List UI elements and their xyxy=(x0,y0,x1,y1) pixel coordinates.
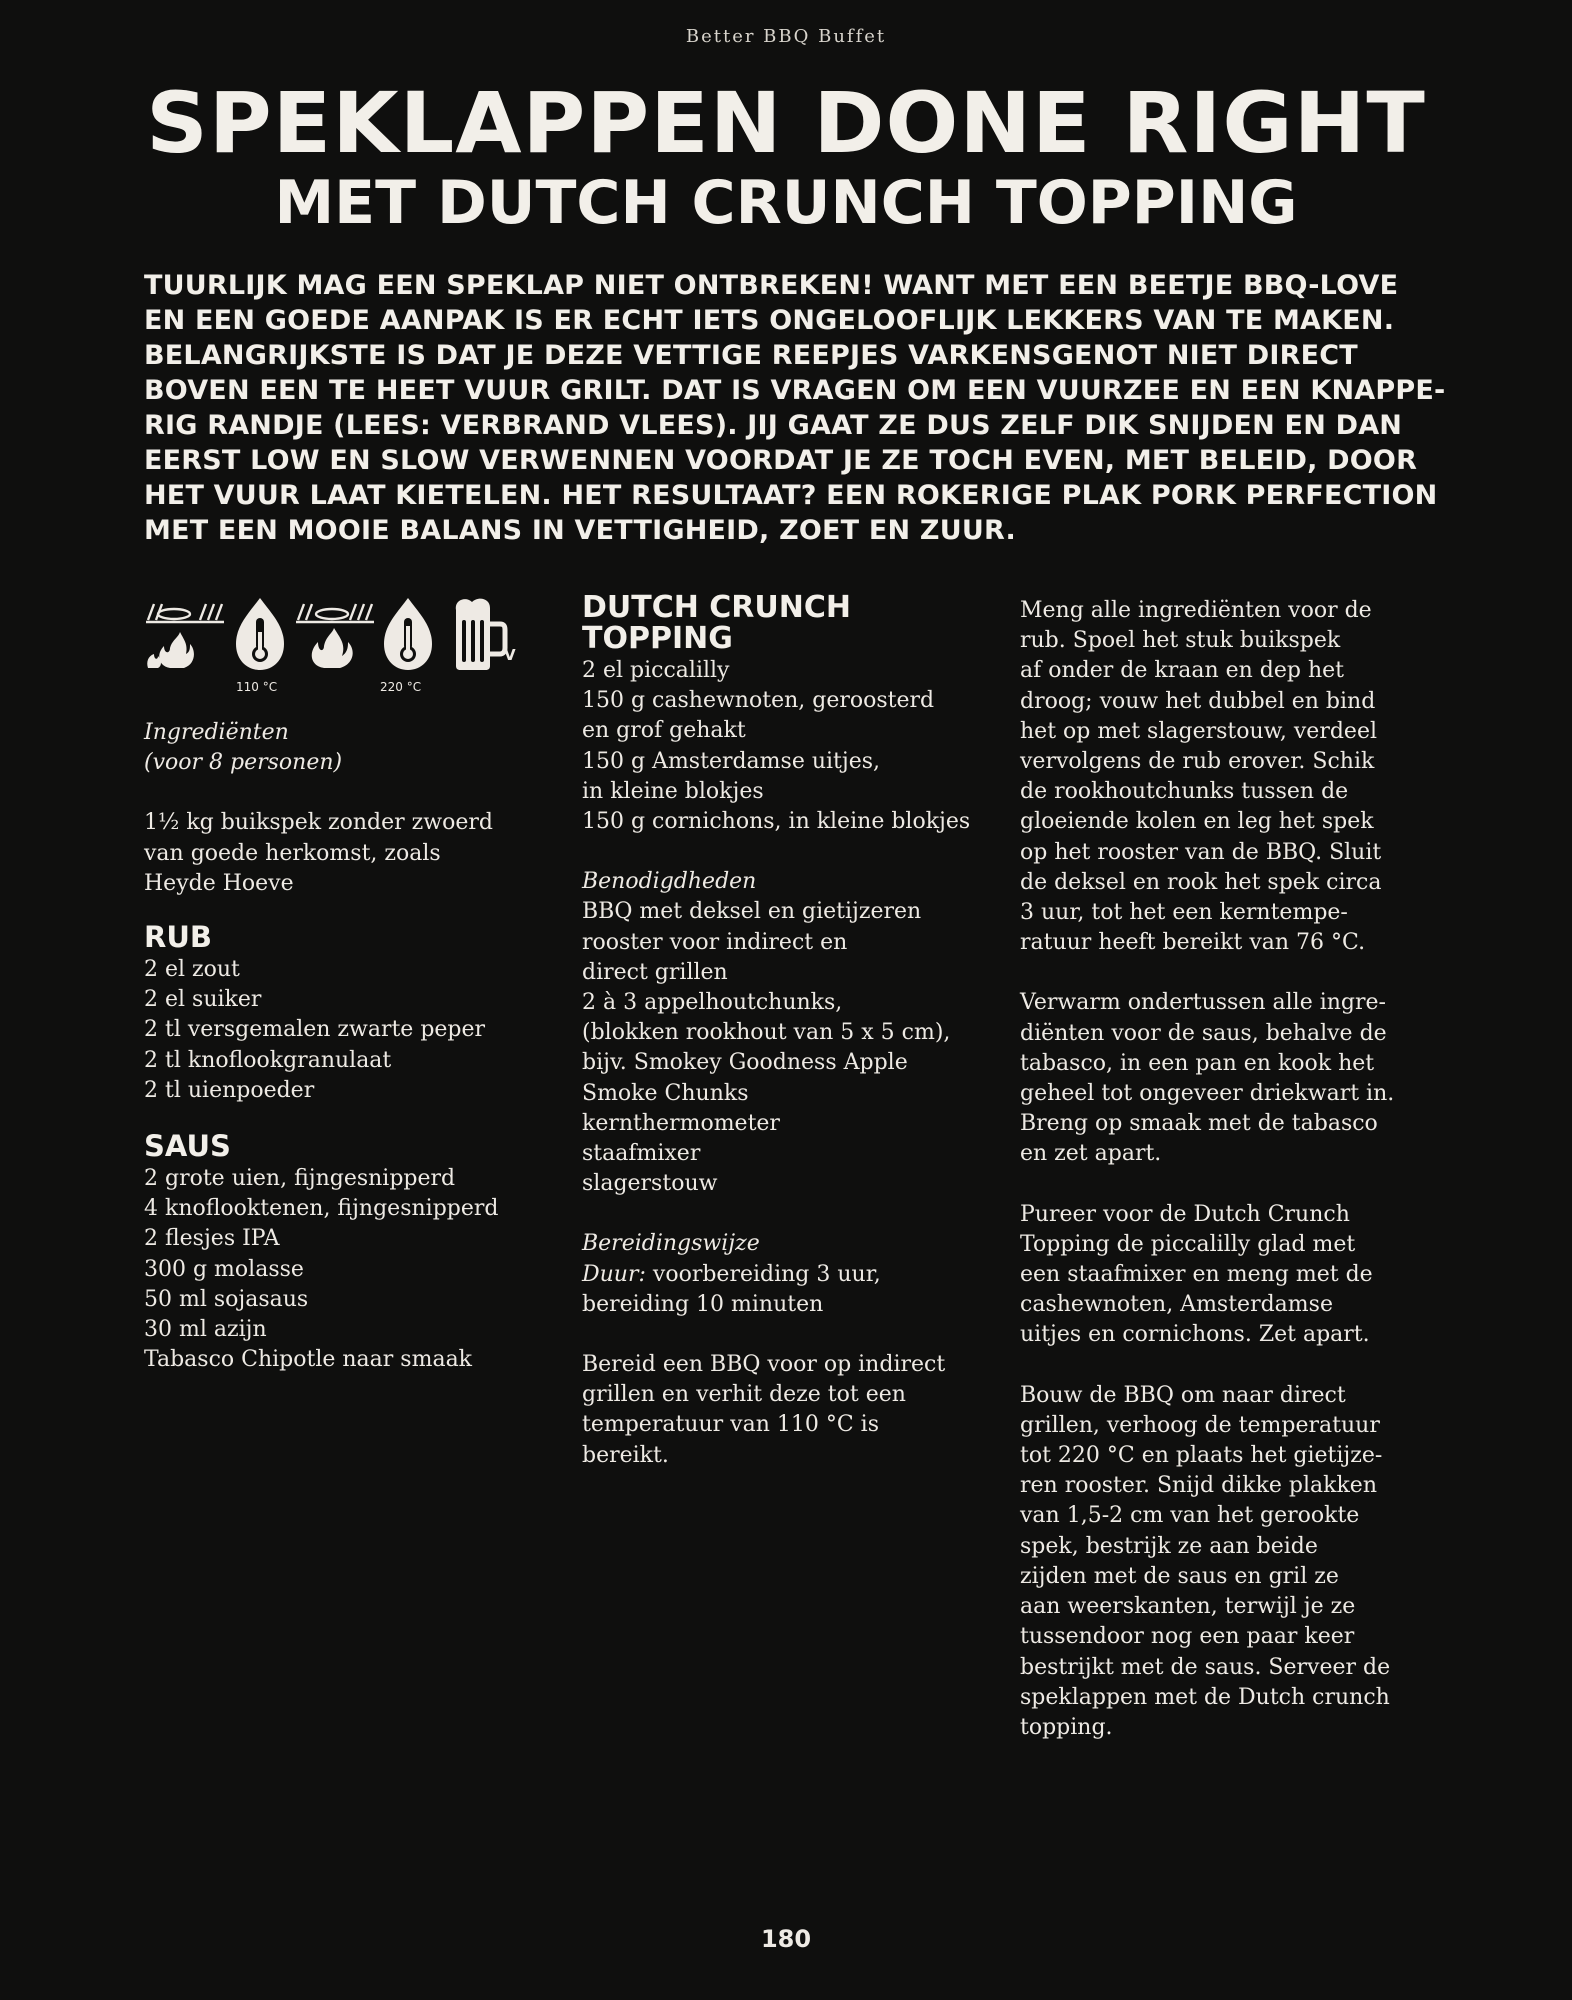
step-line: zijden met de saus en gril ze xyxy=(1020,1563,1339,1589)
step-line: Meng alle ingrediënten voor de xyxy=(1020,598,1372,623)
thermometer-icon xyxy=(380,596,436,672)
list-item: 150 g Amsterdamse uitjes, xyxy=(582,748,881,774)
topping-heading-line: DUTCH CRUNCH xyxy=(582,590,852,625)
temperature-label-110: 110 °C xyxy=(236,680,278,694)
step-line: bereikt. xyxy=(582,1442,669,1468)
list-item: rooster voor indirect en xyxy=(582,929,848,955)
step-line: cashewnoten, Amsterdamse xyxy=(1020,1292,1333,1318)
ingredient-line: 1½ kg buikspek zonder zwoerd xyxy=(144,810,493,836)
ingredients-heading-line: (voor 8 personen) xyxy=(144,750,343,776)
step-line: bestrijkt met de saus. Serveer de xyxy=(1020,1654,1391,1680)
list-item: in kleine blokjes xyxy=(582,778,764,804)
step-line: een staafmixer en meng met de xyxy=(1020,1262,1373,1288)
bereiding-heading: Bereidingswijze xyxy=(582,1231,760,1257)
step-line: Bereid een BBQ voor op indirect xyxy=(582,1352,946,1378)
page-subtitle: MET DUTCH CRUNCH TOPPING xyxy=(274,168,1298,238)
ingredients-main xyxy=(144,808,544,899)
icon-row xyxy=(144,596,544,694)
saus-heading: SAUS xyxy=(144,1129,231,1164)
list-item: staafmixer xyxy=(582,1141,701,1167)
intro-line: EN EEN GOEDE AANPAK IS ER ECHT IETS ONGELOOFLIJK LEKKERS VAN TE MAKEN. xyxy=(144,305,1395,336)
saus-list xyxy=(144,1164,544,1375)
intro-line: MET EEN MOOIE BALANS IN VETTIGHEID, ZOET EN ZUUR. xyxy=(144,515,1016,546)
duur-line xyxy=(582,1260,1002,1290)
list-item: BBQ met deksel en gietijzeren xyxy=(582,899,922,925)
ingredients-heading-line: Ingrediënten xyxy=(144,720,289,745)
step-line: uitjes en cornichons. Zet apart. xyxy=(1020,1322,1370,1348)
step-paragraph xyxy=(1020,596,1440,958)
step-line: geheel tot ongeveer driekwart in. xyxy=(1020,1081,1395,1107)
list-item: Tabasco Chipotle naar smaak xyxy=(144,1347,473,1373)
topping-heading-line: TOPPING xyxy=(582,621,733,656)
step-line: ren rooster. Snijd dikke plakken xyxy=(1020,1473,1377,1499)
list-item: 2 tl versgemalen zwarte peper xyxy=(144,1017,486,1043)
list-item: 2 flesjes IPA xyxy=(144,1226,280,1252)
step-line: ratuur heeft bereikt van 76 °C. xyxy=(1020,930,1366,956)
list-item: (blokken rookhout van 5 x 5 cm), xyxy=(582,1020,951,1046)
list-item: 2 à 3 appelhoutchunks, xyxy=(582,990,843,1016)
list-item: 300 g molasse xyxy=(144,1256,304,1282)
list-item: 4 knoflooktenen, fijngesnipperd xyxy=(144,1196,499,1222)
topping-list xyxy=(582,656,1002,837)
rub-heading: RUB xyxy=(144,920,212,955)
intro-line: BOVEN EEN TE HEET VUUR GRILT. DAT IS VRAGEN OM EEN VUURZEE EN EEN KNAPPE- xyxy=(144,375,1446,406)
topping-heading xyxy=(582,592,1002,654)
temperature-label-220: 220 °C xyxy=(380,680,422,694)
list-item: 150 g cashewnoten, geroosterd xyxy=(582,688,935,714)
intro-line: BELANGRIJKSTE IS DAT JE DEZE VETTIGE REEPJES VARKENSGENOT NIET DIRECT xyxy=(144,340,1358,371)
intro-line: RIG RANDJE (LEES: VERBRAND VLEES). JIJ GAAT ZE DUS ZELF DIK SNIJDEN EN DAN xyxy=(144,410,1403,441)
direct-grill-icon xyxy=(294,600,376,672)
indirect-grill-icon xyxy=(144,600,226,672)
step-line: tabasco, in een pan en kook het xyxy=(1020,1050,1375,1076)
list-item: 30 ml azijn xyxy=(144,1317,267,1343)
list-item: slagerstouw xyxy=(582,1171,718,1197)
step-line: aan weerskanten, terwijl je ze xyxy=(1020,1594,1356,1620)
step-line: vervolgens de rub erover. Schik xyxy=(1020,749,1375,775)
ingredient-line: Heyde Hoeve xyxy=(144,870,294,896)
rub-list xyxy=(144,955,544,1106)
running-head: Better BBQ Buffet xyxy=(685,26,887,47)
column-ingredients xyxy=(144,596,544,1375)
step-line: temperatuur van 110 °C is xyxy=(582,1412,879,1438)
list-item: Smoke Chunks xyxy=(582,1080,749,1106)
step-line: en zet apart. xyxy=(1020,1141,1162,1167)
list-item: 2 grote uien, fijngesnipperd xyxy=(144,1166,456,1192)
beer-label: V xyxy=(504,646,516,664)
duur-label: Duur: xyxy=(582,1261,646,1287)
list-item: 2 el piccalilly xyxy=(582,658,730,683)
step-line: af onder de kraan en dep het xyxy=(1020,658,1345,684)
list-item: 150 g cornichons, in kleine blokjes xyxy=(582,809,971,835)
step-line: diënten voor de saus, behalve de xyxy=(1020,1020,1387,1046)
page-title: SPEKLAPPEN DONE RIGHT xyxy=(146,74,1426,172)
intro-line: HET VUUR LAAT KIETELEN. HET RESULTAAT? EEN ROKERIGE PLAK PORK PERFECTION xyxy=(144,480,1438,511)
list-item: 2 el suiker xyxy=(144,987,262,1013)
column-steps xyxy=(1020,596,1440,1773)
step-line: Verwarm ondertussen alle ingre- xyxy=(1020,990,1386,1016)
ingredients-heading xyxy=(144,718,544,778)
step-line: topping. xyxy=(1020,1714,1113,1740)
step-line: rub. Spoel het stuk buikspek xyxy=(1020,628,1341,654)
ingredient-line: van goede herkomst, zoals xyxy=(144,840,441,866)
step-line: Bouw de BBQ om naar direct xyxy=(1020,1382,1346,1408)
list-item: bijv. Smokey Goodness Apple xyxy=(582,1050,908,1076)
step-1 xyxy=(582,1350,1002,1471)
step-line: de deksel en rook het spek circa xyxy=(1020,869,1382,895)
step-line: het op met slagerstouw, verdeel xyxy=(1020,718,1377,744)
duur-line-2: bereiding 10 minuten xyxy=(582,1291,824,1317)
step-line: tussendoor nog een paar keer xyxy=(1020,1624,1355,1650)
list-item: direct grillen xyxy=(582,959,728,985)
intro-text xyxy=(144,268,1444,548)
benodigdheden-heading: Benodigdheden xyxy=(582,869,757,895)
step-line: Breng op smaak met de tabasco xyxy=(1020,1111,1378,1137)
list-item: 2 el zout xyxy=(144,957,240,983)
intro-line: EERST LOW EN SLOW VERWENNEN VOORDAT JE ZE TOCH EVEN, MET BELEID, DOOR xyxy=(144,445,1418,476)
duur-value: voorbereiding 3 uur, xyxy=(645,1261,881,1287)
beer-icon xyxy=(450,596,510,672)
step-line: speklappen met de Dutch crunch xyxy=(1020,1684,1390,1710)
list-item: 2 tl knoflookgranulaat xyxy=(144,1047,392,1073)
step-line: grillen, verhoog de temperatuur xyxy=(1020,1412,1380,1438)
step-line: tot 220 °C en plaats het gietijze- xyxy=(1020,1443,1383,1469)
page-number: 180 xyxy=(760,1925,812,1953)
column-topping xyxy=(582,592,1002,1471)
step-line: droog; vouw het dubbel en bind xyxy=(1020,688,1376,714)
benodigdheden-list xyxy=(582,897,1002,1199)
step-paragraph xyxy=(1020,1381,1440,1743)
step-paragraph xyxy=(1020,1200,1440,1351)
thermometer-icon xyxy=(232,596,288,672)
list-item: 50 ml sojasaus xyxy=(144,1286,309,1312)
step-line: Pureer voor de Dutch Crunch xyxy=(1020,1201,1350,1227)
step-line: van 1,5-2 cm van het gerookte xyxy=(1020,1503,1360,1529)
step-line: Topping de piccalilly glad met xyxy=(1020,1231,1356,1257)
step-line: 3 uur, tot het een kerntempe- xyxy=(1020,900,1348,926)
intro-line: TUURLIJK MAG EEN SPEKLAP NIET ONTBREKEN! WANT MET EEN BEETJE BBQ-LOVE xyxy=(144,270,1399,301)
step-line: spek, bestrijk ze aan beide xyxy=(1020,1533,1318,1559)
step-line: de rookhoutchunks tussen de xyxy=(1020,779,1349,805)
step-paragraph xyxy=(1020,988,1440,1169)
list-item: kernthermometer xyxy=(582,1110,780,1136)
list-item: en grof gehakt xyxy=(582,718,746,744)
step-line: gloeiende kolen en leg het spek xyxy=(1020,809,1374,835)
step-line: op het rooster van de BBQ. Sluit xyxy=(1020,839,1382,865)
list-item: 2 tl uienpoeder xyxy=(144,1077,315,1103)
step-line: grillen en verhit deze tot een xyxy=(582,1382,906,1408)
